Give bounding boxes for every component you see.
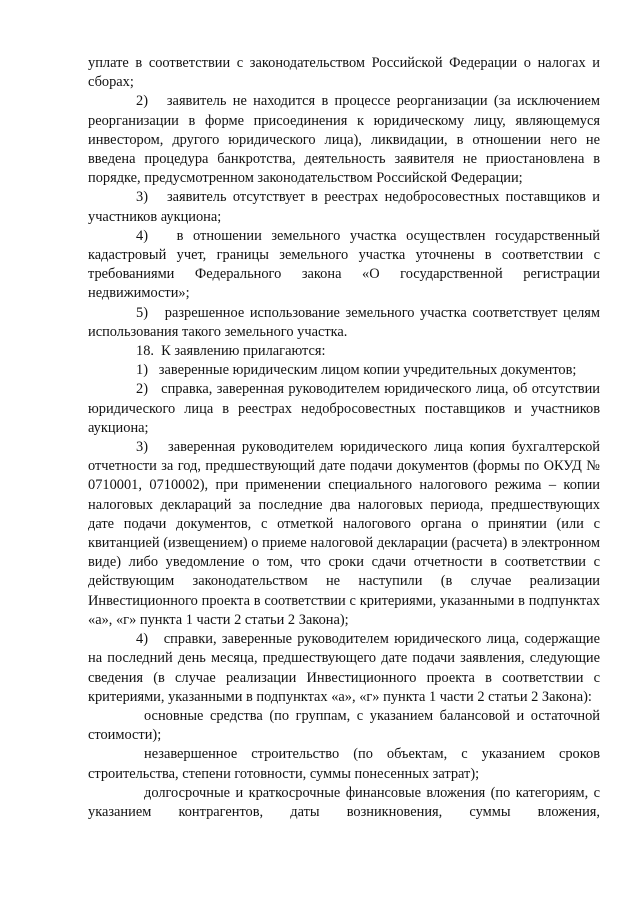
paragraph-taxes-continuation: уплате в соответствии с законодательством Российской Федерации о налогах и сборах; — [88, 55, 600, 91]
document-page — [88, 54, 600, 822]
paragraph-construction-in-progress: незавершенное строительство (по объектам, с указанием сроков строительства, степени готовности, суммы понесенных затрат); — [88, 746, 600, 782]
paragraph-section-18-heading: 18. К заявлению прилагаются: — [136, 343, 326, 360]
paragraph-item-2-reorganization: 2) заявитель не находится в процессе реорганизации (за исключением реорганизации в форме присоединения к юридическому лицу, являющемуся инвестором, другого юридического лица), ликвидации, в отношении него не введена процедура банкротства, деятельность заявителя не приостановлена в порядке, предусмотренном законодательством Российской Федерации; — [88, 93, 600, 187]
paragraph-financial-investments: долгосрочные и краткосрочные финансовые вложения (по категориям, с указанием контрагентов, даты возникновения, суммы вложения, — [88, 784, 600, 820]
paragraph-attachment-1: 1) заверенные юридическим лицом копии учредительных документов; — [136, 362, 577, 379]
paragraph-attachment-4: 4) справки, заверенные руководителем юридического лица, содержащие на последний день месяца, предшествующего дате подачи заявления, следующие сведения (в случае реализации Инвестиционного проекта в соответствии с критериями, указанными в подпунктах «а», «г» пункта 1 части 2 статьи 2 Закона): — [88, 631, 600, 705]
paragraph-attachment-3: 3) заверенная руководителем юридического лица копия бухгалтерской отчетности за год, предшествующий дате подачи документов (формы по ОКУД № 0710001, 0710002), при применении специального налогового режима – копии налоговых деклараций за последние два налоговых периода, предшествующих дате подачи документов, с отметкой налогового органа о принятии (или с квитанцией (извещением) о приеме налоговой декларации (расчета) в электронном виде) либо уведомление о том, что сроки сдачи отчетности в соответствии с действующим законодательством не наступили (в случае реализации Инвестиционного проекта в соответствии с критериями, указанными в подпунктах «а», «г» пункта 1 части 2 статьи 2 Закона); — [88, 439, 600, 628]
paragraph-fixed-assets: основные средства (по группам, с указанием балансовой и остаточной стоимости); — [88, 707, 600, 744]
paragraph-item-4-cadastral: 4) в отношении земельного участка осуществлен государственный кадастровый учет, границы земельного участка уточнены в соответствии с требованиями Федерального закона «О государственной регистрации недвижимости»; — [88, 227, 600, 302]
paragraph-item-3-registry: 3) заявитель отсутствует в реестрах недобросовестных поставщиков и участников аукциона; — [88, 189, 600, 225]
paragraph-attachment-2: 2) справка, заверенная руководителем юридического лица, об отсутствии юридического лица в реестрах недобросовестных поставщиков и участников аукциона; — [88, 381, 600, 436]
paragraph-item-5-permitted-use: 5) разрешенное использование земельного участка соответствует целям использования такого земельного участка. — [88, 304, 600, 340]
